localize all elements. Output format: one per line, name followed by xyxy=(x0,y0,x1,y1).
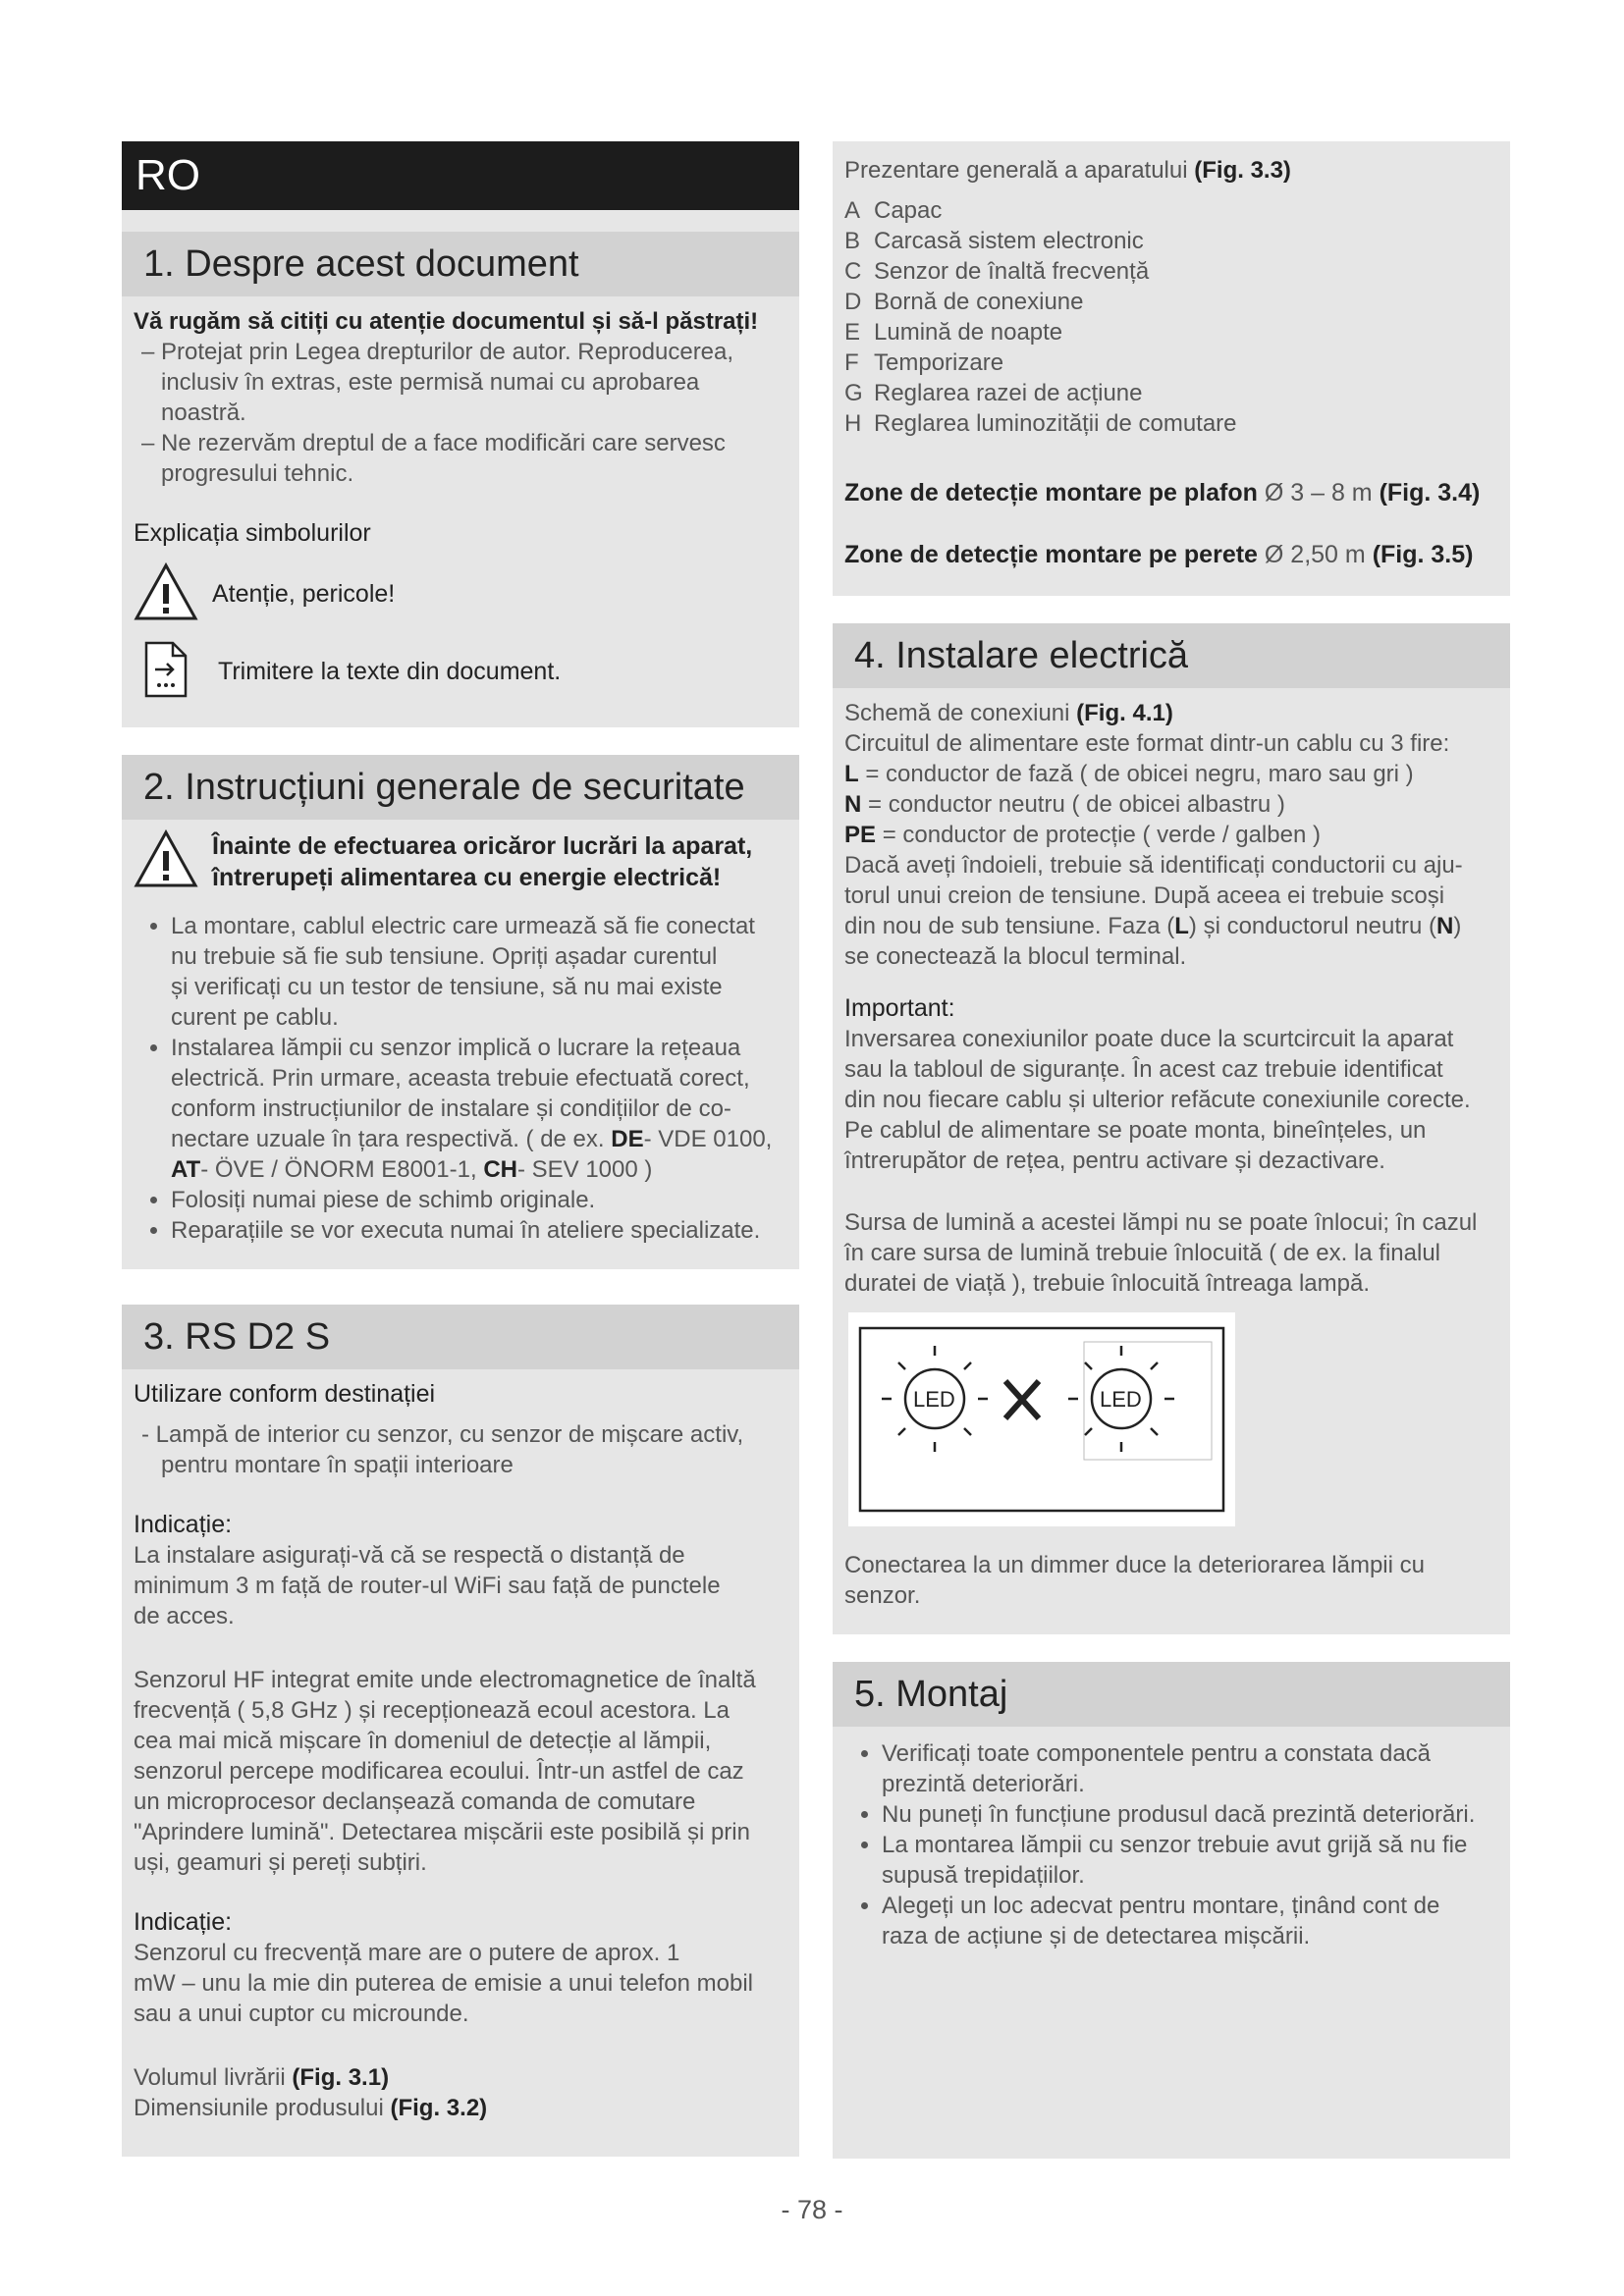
important-line: din nou fiecare cablu și ulterior refăcute conexiunile corecte. xyxy=(844,1087,1471,1113)
intended-use-line-2: pentru montare în spații interioare xyxy=(161,1452,514,1478)
section-5-title: 5. Montaj xyxy=(833,1662,1510,1727)
hf-line: senzorul percepe modificarea ecoului. Într-un astfel de caz xyxy=(134,1758,744,1785)
zone-ceiling: Zone de detecție montare pe plafon Ø 3 – 8 m (Fig. 3.4) xyxy=(844,479,1481,507)
intended-use-line-1: - Lampă de interior cu senzor, cu senzor de mișcare activ, xyxy=(141,1421,744,1448)
light-source-line: duratei de viață ), trebuie înlocuită întreaga lampă. xyxy=(844,1270,1370,1297)
indication-1-line: de acces. xyxy=(134,1603,235,1629)
list-item: • Alegeți un loc adecvat pentru montare, ținând cont de raza de acțiune și de detectarea mișcării. xyxy=(882,1891,1498,1951)
symbol-warning-text: Atenție, pericole! xyxy=(212,580,396,608)
list-item: E Lumină de noapte xyxy=(844,319,1063,346)
section-1 xyxy=(122,141,799,727)
warning-triangle-icon xyxy=(134,562,198,626)
indication-1-title: Indicație: xyxy=(134,1511,233,1538)
s1-lead: Vă rugăm să citiți cu atenție documentul și să-l păstrați! xyxy=(134,308,759,335)
intended-use-title: Utilizare conform destinației xyxy=(134,1380,436,1408)
symbol-reference-text: Trimitere la texte din document. xyxy=(218,658,562,685)
power-off-warning xyxy=(134,829,787,893)
list-item: • Verificați toate componentele pentru a constata dacă prezintă deteriorări. xyxy=(882,1738,1498,1799)
s1-d1-2: noastră. xyxy=(161,400,246,426)
list-item: • Folosiți numai piese de schimb originale. xyxy=(171,1185,787,1215)
hf-line: Senzorul HF integrat emite unde electromagnetice de înaltă xyxy=(134,1667,756,1693)
s1-d1-1: inclusiv în extras, este permisă numai cu aprobarea xyxy=(161,369,700,396)
indication-2-line: mW – unu la mie din puterea de emisie a unui telefon mobil xyxy=(134,1970,754,1997)
document-reference-icon xyxy=(143,640,189,704)
important-line: întrerupător de rețea, pentru activare și dezactivare. xyxy=(844,1148,1385,1174)
section-4-title: 4. Instalare electrică xyxy=(833,623,1510,688)
important-title: Important: xyxy=(844,994,955,1022)
indication-2-line: sau a unui cuptor cu microunde. xyxy=(134,2001,469,2027)
hf-line: "Aprindere lumină". Detectarea mișcării este posibilă și prin xyxy=(134,1819,750,1845)
scope-of-delivery: Volumul livrării (Fig. 3.1) xyxy=(134,2064,390,2091)
safety-list xyxy=(134,911,787,1246)
right-column xyxy=(833,141,1510,2159)
section-5 xyxy=(833,1662,1510,2159)
conductor-L: L = conductor de fază ( de obicei negru, maro sau gri ) xyxy=(844,761,1414,787)
hf-line: un microprocesor declanșează comanda de comutare xyxy=(134,1789,696,1815)
important-line: sau la tabloul de siguranțe. În acest caz trebuie identificat xyxy=(844,1056,1443,1083)
list-item: C Senzor de înaltă frecvență xyxy=(844,258,1150,285)
led-label-right: LED xyxy=(1100,1387,1142,1412)
conductor-N: N = conductor neutru ( de obicei albastru ) xyxy=(844,791,1285,818)
warning-triangle-icon xyxy=(134,829,198,893)
list-item: • Instalarea lămpii cu senzor implică o lucrare la rețeaua electrică. Prin urmare, aceasta trebuie efectuată corect, conform instrucțiunilor de instalare și condițiilor de co- nectare uzuale în țara respectivă. ( de ex. DE- VDE 0100, AT- ÖVE / ÖNORM E8001-1, CH- SEV 1000 ) xyxy=(171,1033,787,1185)
symbols-title: Explicația simbolurilor xyxy=(134,519,371,547)
doubt-line: torul unui creion de tensiune. După aceea ei trebuie scoși xyxy=(844,882,1445,909)
list-item: D Bornă de conexiune xyxy=(844,289,1084,315)
section-2-title: 2. Instrucțiuni generale de securitate xyxy=(122,755,799,820)
warning-line-2: întrerupeți alimentarea cu energie electrică! xyxy=(212,863,722,891)
list-item: B Carcasă sistem electronic xyxy=(844,228,1144,254)
phase-end-line: se conectează la blocul terminal. xyxy=(844,943,1187,970)
zone-wall: Zone de detecție montare pe perete Ø 2,50 m (Fig. 3.5) xyxy=(844,541,1474,568)
s1-d2-0: – Ne rezervăm dreptul de a face modificări care servesc xyxy=(141,430,726,456)
light-source-line: în care sursa de lumină trebuie înlocuită ( de ex. la finalul xyxy=(844,1240,1440,1266)
list-item: • La montare, cablul electric care urmează să fie conectat nu trebuie să fie sub tensiune. Opriți așadar curentul și verificați cu un testor de tensiune, să nu mai existe curent pe cablu. xyxy=(171,911,787,1033)
wiring-diagram-ref: Schemă de conexiuni (Fig. 4.1) xyxy=(844,700,1173,726)
section-2 xyxy=(122,755,799,1269)
s1-d1-0: – Protejat prin Legea drepturilor de autor. Reproducerea, xyxy=(141,339,734,365)
indication-2-line: Senzorul cu frecvență mare are o putere de aprox. 1 xyxy=(134,1940,680,1966)
led-label-left: LED xyxy=(913,1387,955,1412)
dimmer-line: senzor. xyxy=(844,1582,921,1609)
important-line: Pe cablul de alimentare se poate monta, bineînțeles, un xyxy=(844,1117,1427,1144)
product-dimensions: Dimensiunile produsului (Fig. 3.2) xyxy=(134,2095,488,2121)
list-item: • La montarea lămpii cu senzor trebuie avut grijă să nu fie supusă trepidațiilor. xyxy=(882,1830,1498,1891)
left-column xyxy=(122,141,799,2157)
light-source-line: Sursa de lumină a acestei lămpi nu se poate înlocui; în cazul xyxy=(844,1209,1478,1236)
hf-line: frecvență ( 5,8 GHz ) și recepționează ecoul acestora. La xyxy=(134,1697,730,1724)
list-item: G Reglarea razei de acțiune xyxy=(844,380,1143,406)
conductor-PE: PE = conductor de protecție ( verde / galben ) xyxy=(844,822,1321,848)
warning-line-1: Înainte de efectuarea oricăror lucrări la aparat, xyxy=(212,831,753,860)
section-4 xyxy=(833,623,1510,1634)
hf-line: uși, geamuri și pereți subțiri. xyxy=(134,1849,427,1876)
s1-d2-1: progresului tehnic. xyxy=(161,460,354,487)
symbol-warning-row xyxy=(134,562,787,626)
list-item: • Reparațiile se vor executa numai în ateliere specializate. xyxy=(171,1215,787,1246)
hf-line: cea mai mică mișcare în domeniul de detecție al lămpii, xyxy=(134,1728,712,1754)
indication-1-line: minimum 3 m față de router-ul WiFi sau față de punctele xyxy=(134,1573,721,1599)
mounting-list xyxy=(844,1738,1498,1951)
dimmer-line: Conectarea la un dimmer duce la deteriorarea lămpii cu xyxy=(844,1552,1425,1578)
indication-2-title: Indicație: xyxy=(134,1908,233,1936)
indication-1-line: La instalare asigurați-vă că se respectă o distanță de xyxy=(134,1542,685,1569)
overview-panel xyxy=(833,141,1510,596)
list-item: H Reglarea luminozității de comutare xyxy=(844,410,1237,437)
phase-line: din nou de sub tensiune. Faza (L) și conductorul neutru (N) xyxy=(844,913,1462,939)
no-dimmer-figure xyxy=(848,1312,1235,1526)
section-3-title: 3. RS D2 S xyxy=(122,1305,799,1369)
list-item: A Capac xyxy=(844,197,943,224)
overview-title: Prezentare generală a aparatului (Fig. 3.3) xyxy=(844,157,1291,184)
page-number: - 78 - xyxy=(781,2195,843,2224)
doubt-line: Dacă aveți îndoieli, trebuie să identificați conductorii cu aju- xyxy=(844,852,1463,879)
list-item: F Temporizare xyxy=(844,349,1004,376)
important-line: Inversarea conexiunilor poate duce la scurtcircuit la aparat xyxy=(844,1026,1454,1052)
symbol-reference-row xyxy=(134,640,787,704)
list-item: • Nu puneți în funcțiune produsul dacă prezintă deteriorări. xyxy=(882,1799,1498,1830)
section-3 xyxy=(122,1305,799,2157)
section-1-title: 1. Despre acest document xyxy=(122,232,799,296)
overview-list xyxy=(844,195,1498,439)
circuit-text: Circuitul de alimentare este format dintr-un cablu cu 3 fire: xyxy=(844,730,1450,757)
language-bar: RO xyxy=(122,141,799,210)
